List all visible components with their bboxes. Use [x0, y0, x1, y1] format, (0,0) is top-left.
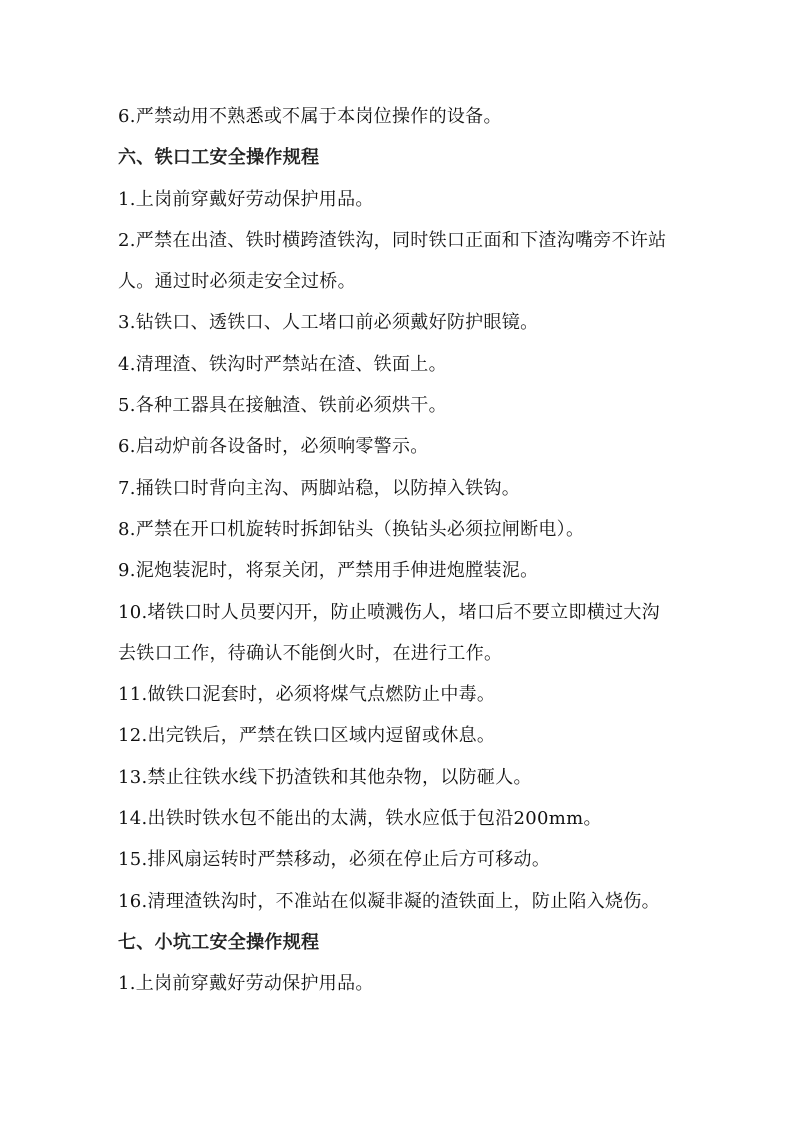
- section-heading: 七、小坑工安全操作规程: [118, 931, 320, 953]
- text-line: 6.启动炉前各设备时，必须响零警示。: [118, 436, 429, 458]
- text-line: 3.钻铁口、透铁口、人工堵口前必须戴好防护眼镜。: [118, 312, 539, 334]
- text-line: 9.泥炮装泥时，将泵关闭，严禁用手伸进炮膛装泥。: [118, 560, 539, 582]
- section-heading: 六、铁口工安全操作规程: [118, 147, 320, 169]
- text-line: 6.严禁动用不熟悉或不属于本岗位操作的设备。: [118, 106, 502, 127]
- text-line: 14.出铁时铁水包不能出的太满，铁水应低于包沿200mm。: [118, 808, 602, 830]
- text-line: 2.严禁在出渣、铁时横跨渣铁沟，同时铁口正面和下渣沟嘴旁不许站: [118, 229, 667, 251]
- text-line: 10.堵铁口时人员要闪开，防止喷溅伤人，堵口后不要立即横过大沟: [118, 601, 660, 623]
- text-line: 15.排风扇运转时严禁移动，必须在停止后方可移动。: [118, 849, 551, 871]
- text-line: 1.上岗前穿戴好劳动保护用品。: [118, 973, 374, 995]
- text-line: 11.做铁口泥套时，必须将煤气点燃防止中毒。: [118, 684, 496, 706]
- text-line: 16.清理渣铁沟时，不准站在似凝非凝的渣铁面上，防止陷入烧伤。: [118, 890, 660, 912]
- text-line: 5.各种工器具在接触渣、铁前必须烘干。: [118, 395, 447, 417]
- document-page: [118, 96, 718, 1005]
- text-line: 13.禁止往铁水线下扔渣铁和其他杂物，以防砸人。: [118, 766, 532, 788]
- text-line: 人。通过时必须走安全过桥。: [118, 271, 356, 293]
- text-line: 4.清理渣、铁沟时严禁站在渣、铁面上。: [118, 353, 447, 375]
- text-line: 12.出完铁后，严禁在铁口区域内逗留或休息。: [118, 725, 496, 747]
- text-line: 8.严禁在开口机旋转时拆卸钻头（换钻头必须拉闸断电）。: [118, 518, 585, 540]
- text-line: 1.上岗前穿戴好劳动保护用品。: [118, 188, 374, 210]
- text-line: 7.捅铁口时背向主沟、两脚站稳，以防掉入铁钩。: [118, 477, 521, 499]
- text-line: 去铁口工作，待确认不能倒火时，在进行工作。: [118, 642, 503, 664]
